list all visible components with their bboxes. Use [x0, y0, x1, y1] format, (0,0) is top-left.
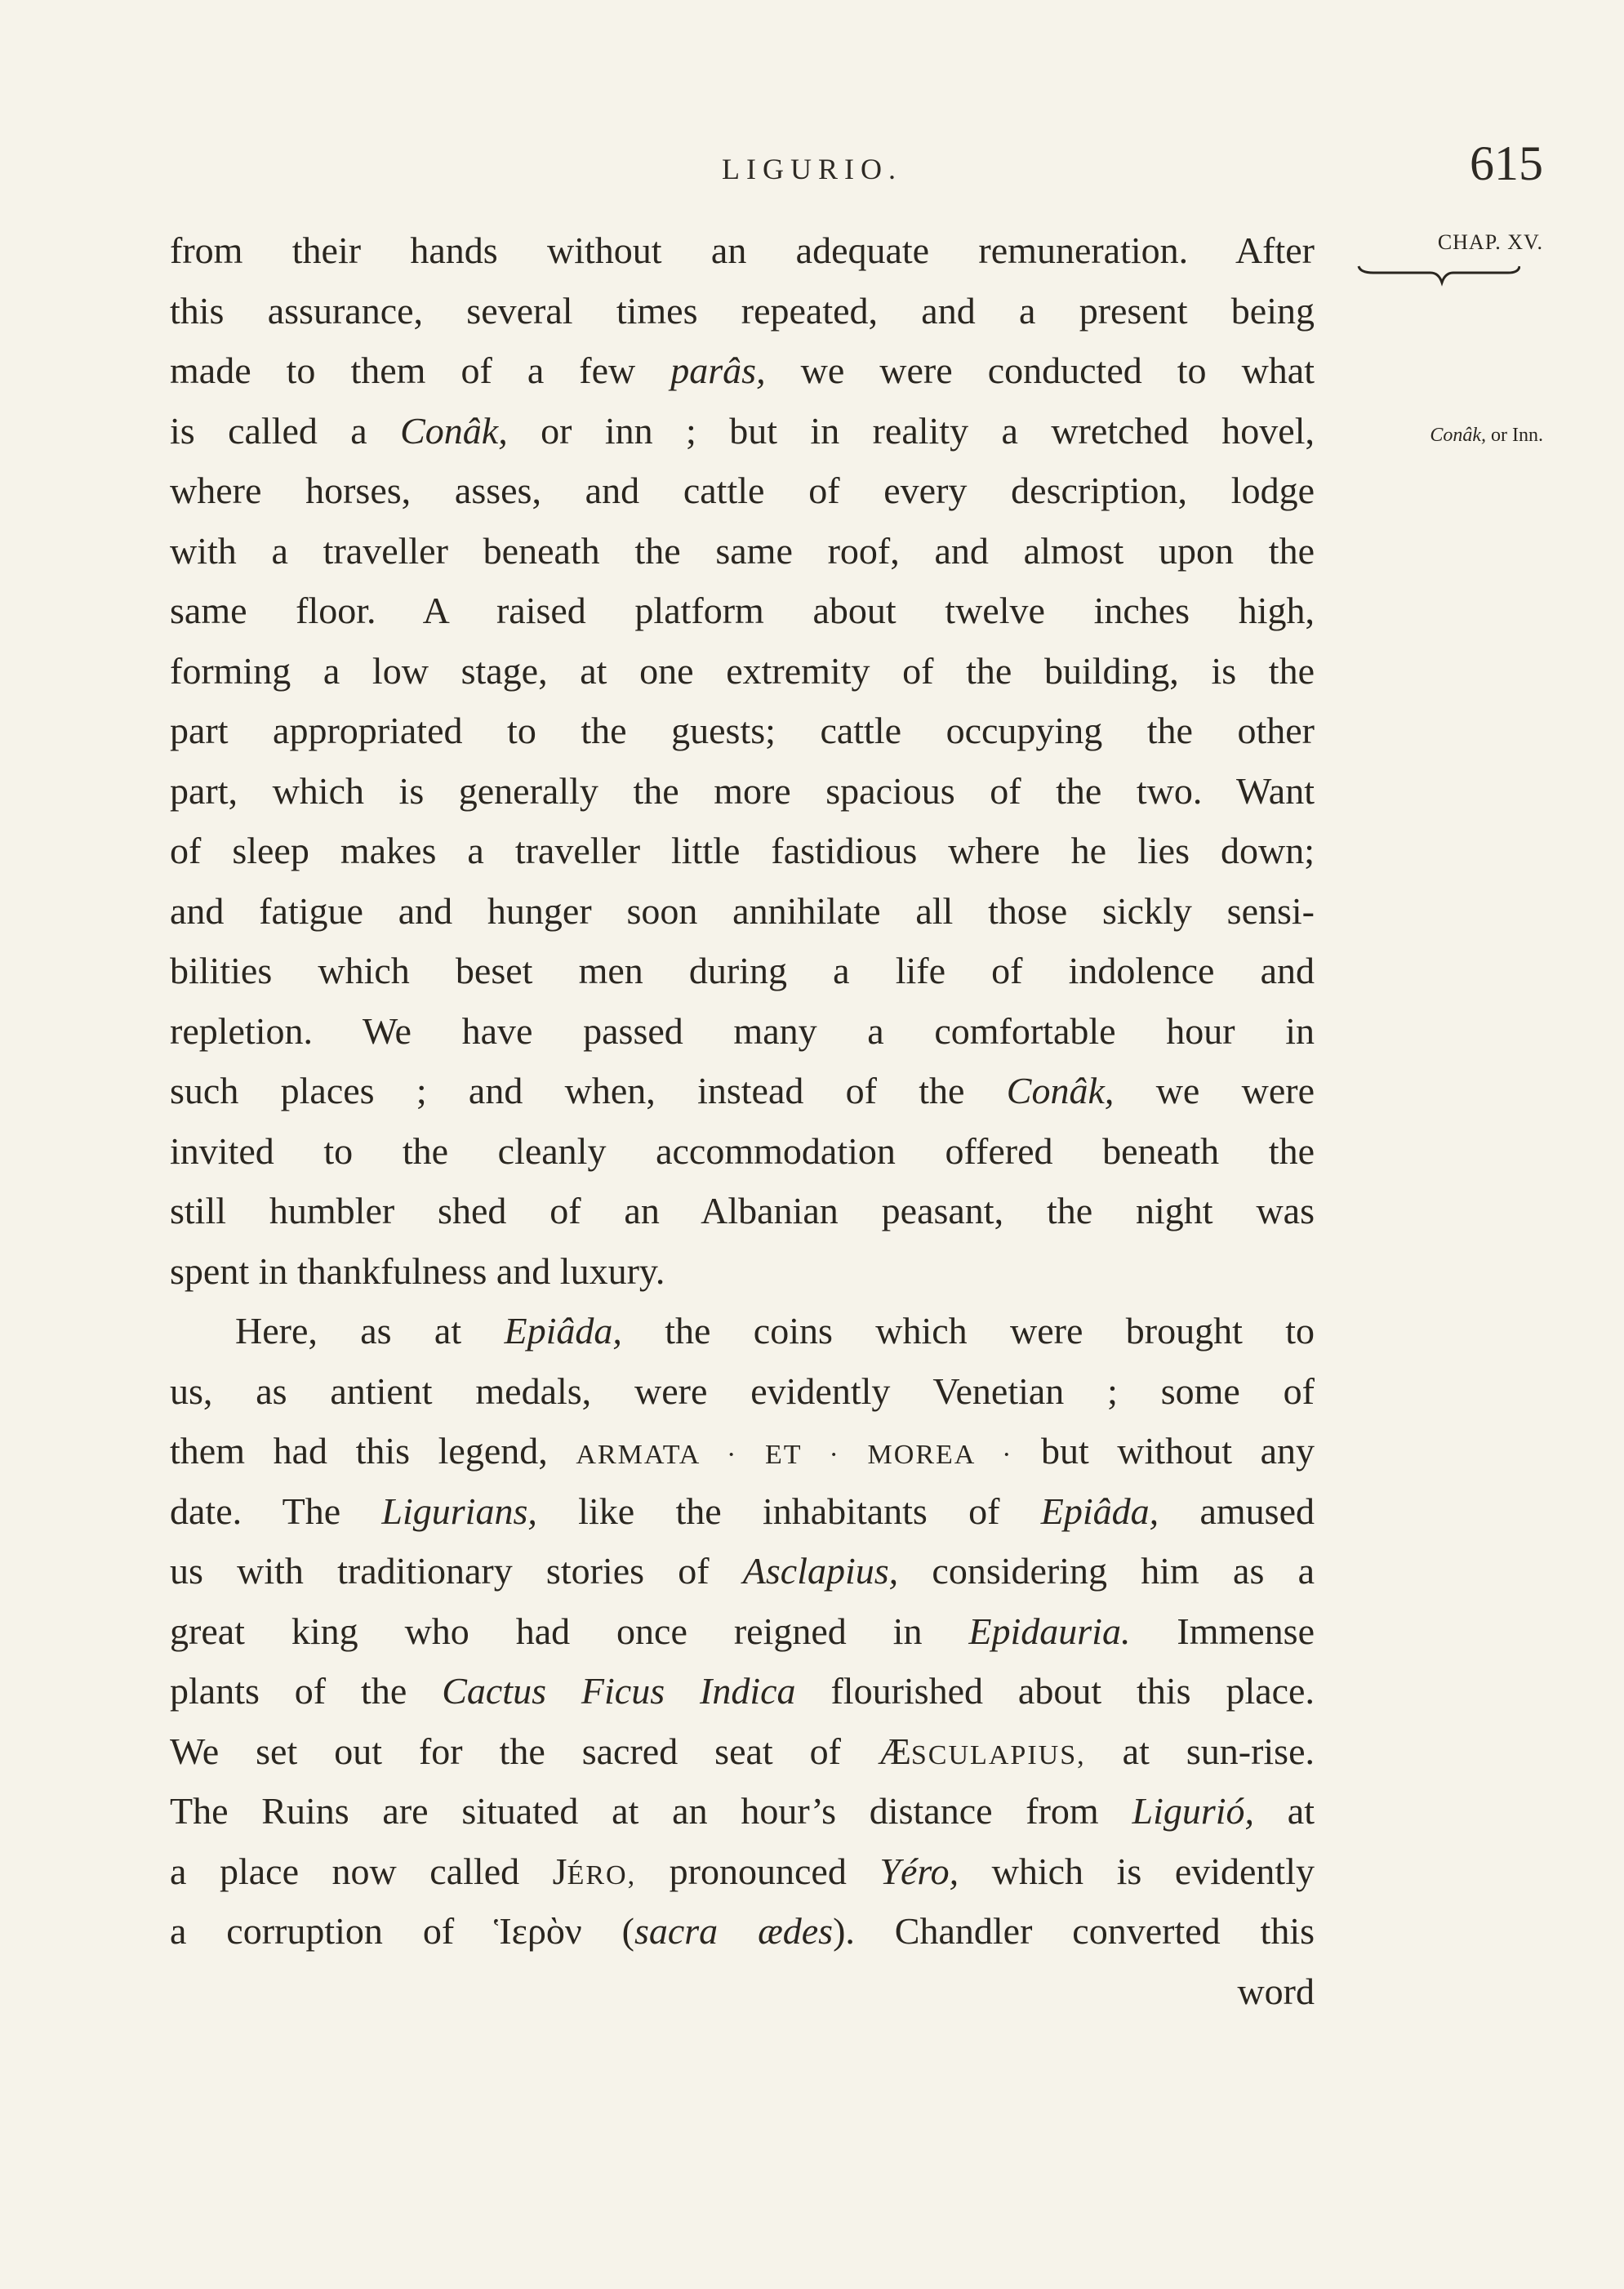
- text-line: where horses, asses, and cattle of every description, lodge: [170, 470, 1315, 511]
- text-line: great king who had once reigned in Epidauria. Immense: [170, 1610, 1315, 1652]
- body-text: [170, 220, 1315, 2021]
- text-line: bilities which beset men during a life of indolence and: [170, 950, 1315, 991]
- text-line: We set out for the sacred seat of ÆSCULAPIUS, at sun-rise.: [170, 1730, 1315, 1772]
- text-line: still humbler shed of an Albanian peasant, the night was: [170, 1190, 1315, 1231]
- text-line: part, which is generally the more spacious of the two. Want: [170, 769, 1315, 812]
- text-line: forming a low stage, at one extremity of the building, is the: [170, 649, 1315, 692]
- margin-note-italic: Conâk,: [1430, 425, 1487, 446]
- text-line: of sleep makes a traveller little fastidious where he lies down;: [170, 830, 1315, 871]
- text-line: part appropriated to the guests; cattle occupying the other: [170, 710, 1315, 751]
- text-line: and fatigue and hunger soon annihilate all those sickly sensi-: [170, 889, 1315, 932]
- chapter-marker: CHAP. XV.: [1437, 230, 1543, 254]
- text-line: from their hands without an adequate remuneration. After: [170, 229, 1315, 271]
- text-line: date. The Ligurians, like the inhabitants of Epiâda, amused: [170, 1490, 1315, 1532]
- text-line: repletion. We have passed many a comfortable hour in: [170, 1009, 1315, 1052]
- margin-note-conak: [1347, 425, 1543, 447]
- text-line: Here, as at Epiâda, the coins which were brought to: [235, 1310, 1315, 1352]
- text-line: them had this legend, ARMATA · ET · MOREA · but without any: [170, 1430, 1315, 1472]
- text-line: made to them of a few parâs, we were conducted to what: [170, 350, 1315, 391]
- text-line: plants of the Cactus Ficus Indica flourished about this place.: [170, 1670, 1315, 1712]
- running-header: LIGURIO.: [722, 153, 902, 185]
- text-line: invited to the cleanly accommodation offered beneath the: [170, 1129, 1315, 1172]
- text-line: a place now called JÉRO, pronounced Yéro, which is evidently: [170, 1850, 1315, 1892]
- text-line: is called a Conâk, or inn ; but in reality a wretched hovel,: [170, 409, 1315, 452]
- margin-note-rest: or Inn.: [1486, 425, 1543, 446]
- text-line: same floor. A raised platform about twelve inches high,: [170, 590, 1315, 631]
- catchword: word: [1237, 1970, 1315, 2012]
- chapter-brace-icon: [1357, 263, 1520, 287]
- text-line: us, as antient medals, were evidently Venetian ; some of: [170, 1369, 1315, 1412]
- text-line: a corruption of Ἱερὸν (sacra ædes). Chandler converted this: [170, 1910, 1315, 1952]
- text-line: spent in thankfulness and luxury.: [170, 1249, 665, 1292]
- text-line: with a traveller beneath the same roof, and almost upon the: [170, 529, 1315, 572]
- greek-word: Ἱερὸν: [494, 1910, 582, 1952]
- text-line: such places ; and when, instead of the Conâk, we were: [170, 1070, 1315, 1111]
- legend-smallcaps: ARMATA · ET · MOREA ·: [576, 1440, 1013, 1470]
- text-line: The Ruins are situated at an hour’s distance from Ligurió, at: [170, 1790, 1315, 1832]
- page-number: 615: [1470, 136, 1543, 190]
- text-line: us with traditionary stories of Asclapius, considering him as a: [170, 1550, 1315, 1592]
- text-line: this assurance, several times repeated, and a present being: [170, 289, 1315, 332]
